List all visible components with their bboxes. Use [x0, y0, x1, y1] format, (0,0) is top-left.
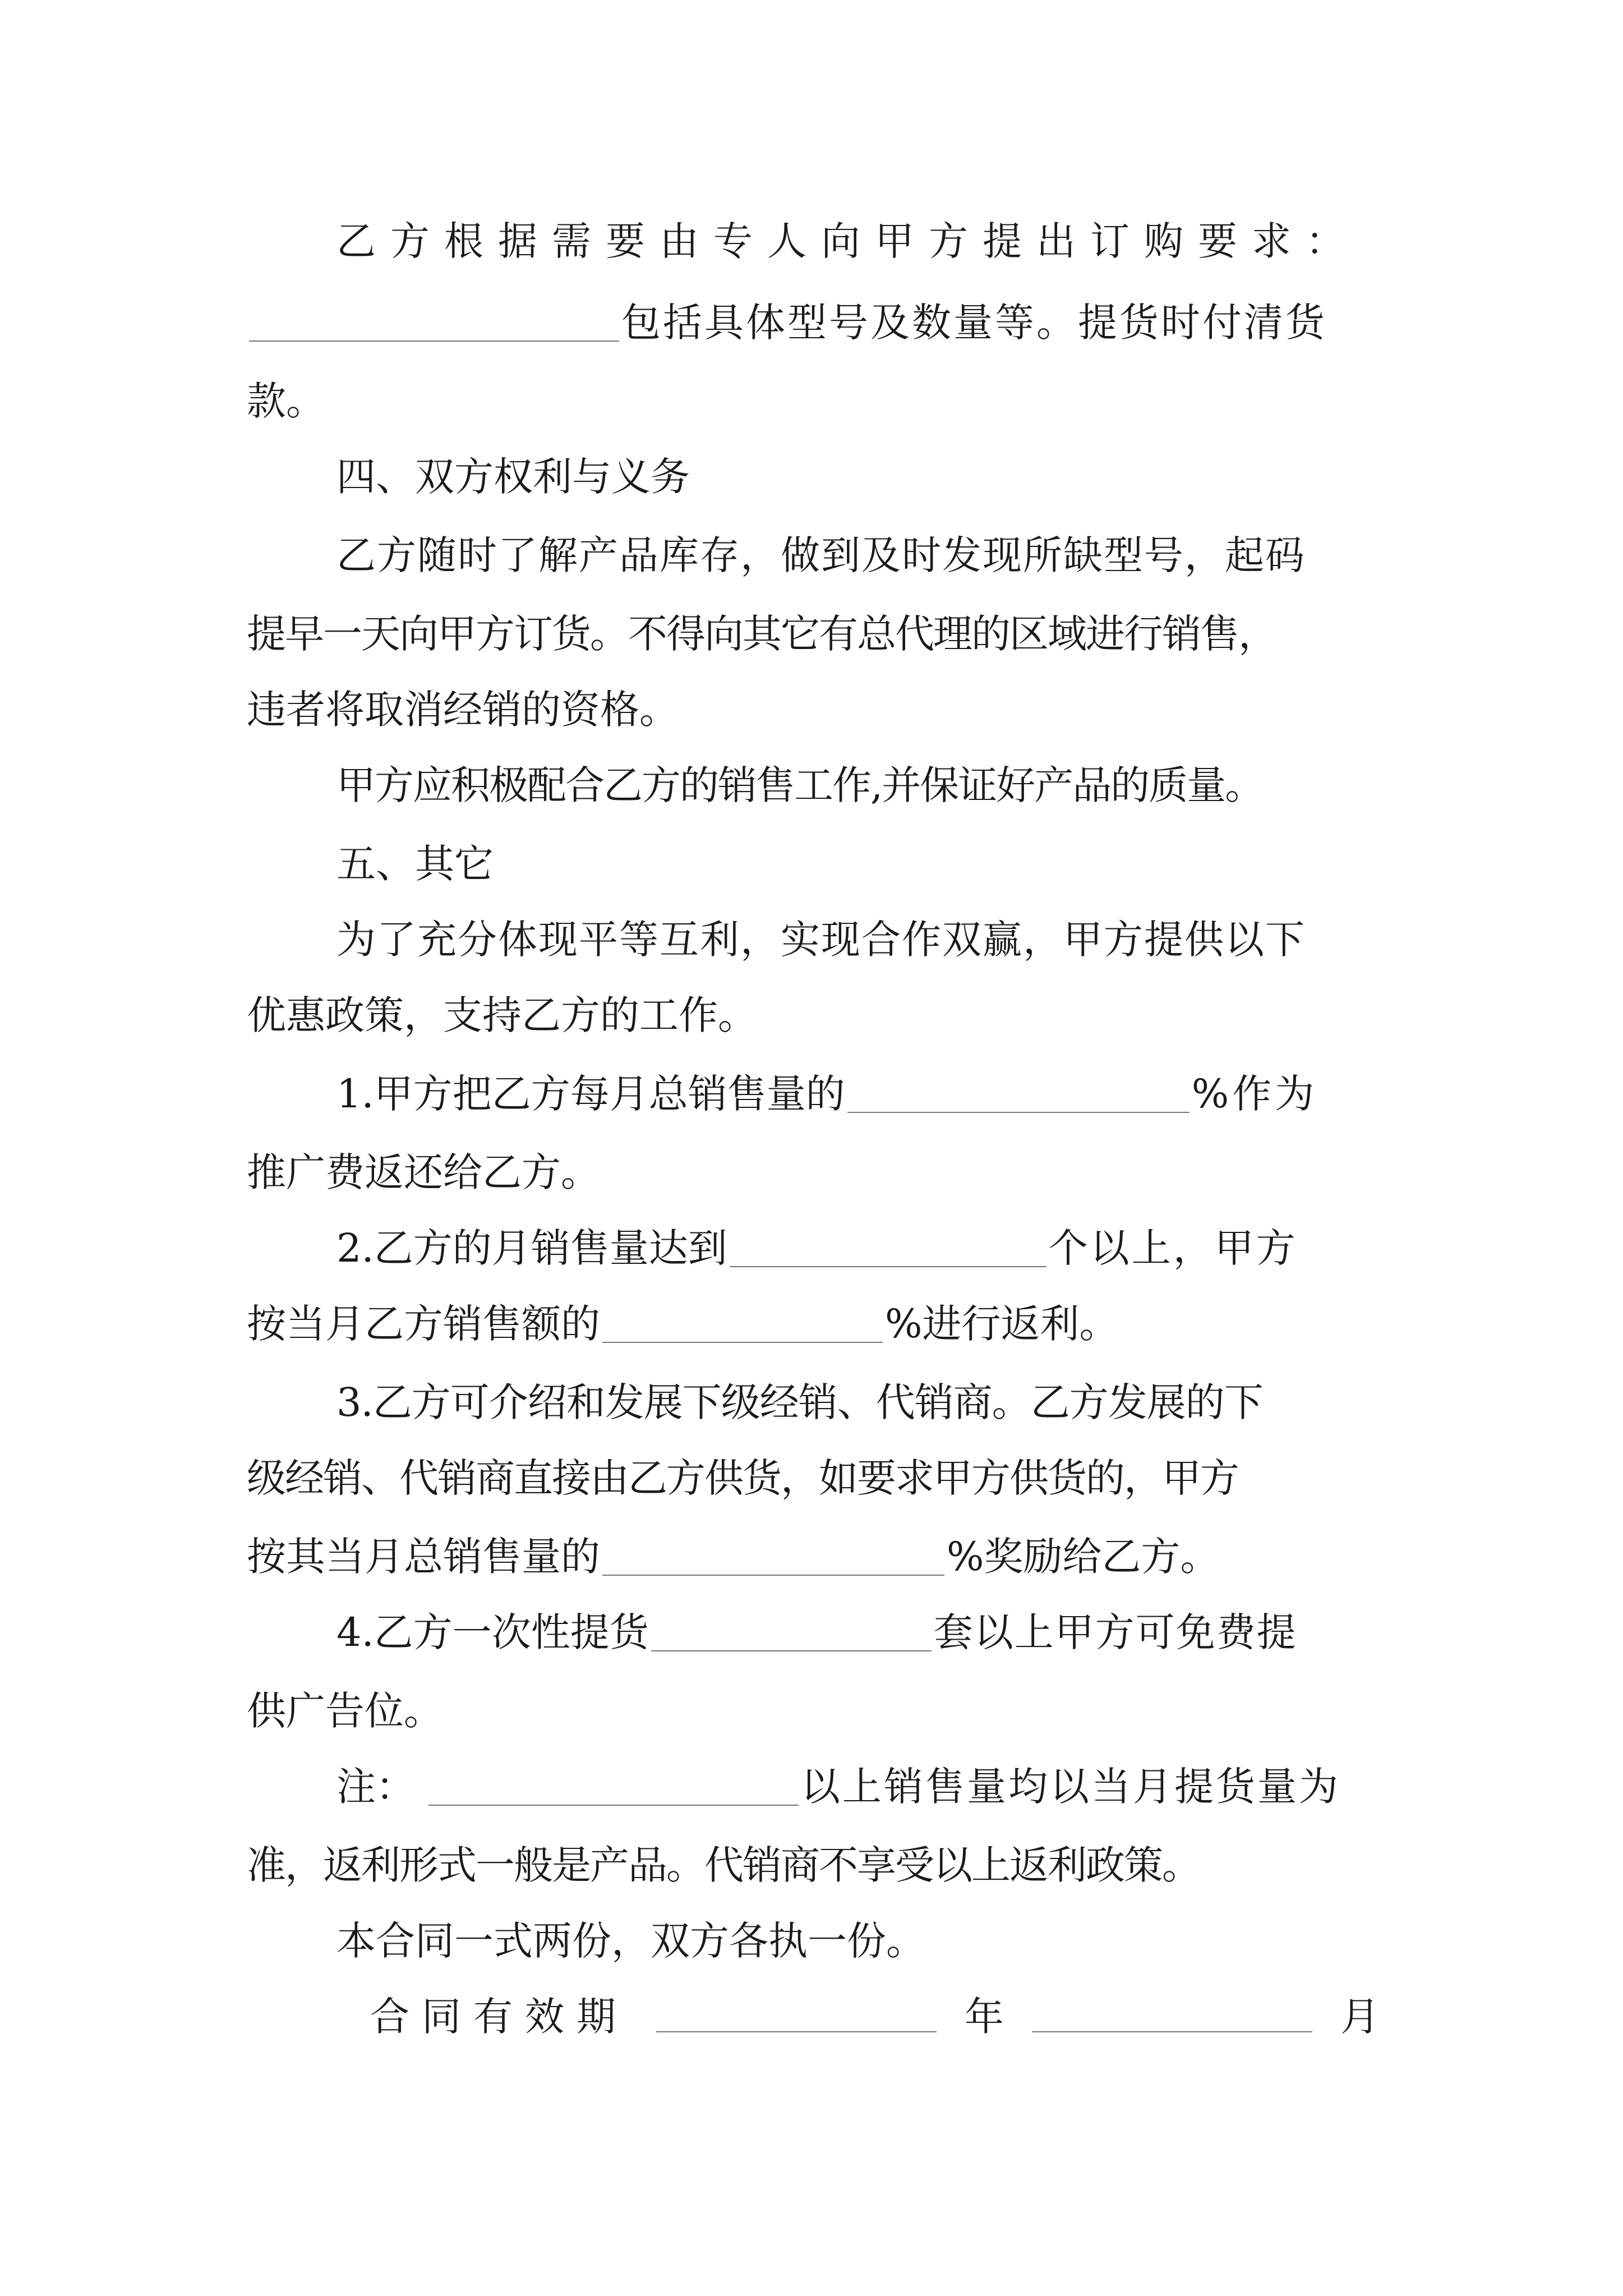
item3-percent-blank	[602, 1574, 944, 1576]
section4-heading	[336, 443, 1380, 510]
item2-percent-blank	[602, 1341, 883, 1343]
rights-line2-text: 提早一天向甲方订货。不得向其它有总代理的区域进行销售，	[247, 611, 1276, 657]
policy-line1	[336, 906, 1380, 973]
section5-heading-text: 五、其它	[336, 841, 494, 887]
item3-line3-text-after: %奖励给乙方。	[947, 1534, 1220, 1580]
order-request-text: 乙方根据需要由专人向甲方提出订购要求：	[336, 218, 1359, 264]
note-blank	[428, 1804, 799, 1806]
item4-text-after: 套以上甲方可免费提	[933, 1609, 1297, 1655]
item4-line1	[336, 1599, 1380, 1666]
item3-line2-text: 级经销、代销商直接由乙方供货，如要求甲方供货的，甲方	[247, 1455, 1238, 1501]
item4-line2	[247, 1677, 1380, 1745]
item3-line3	[247, 1523, 1380, 1590]
policy-line2-text: 优惠政策，支持乙方的工作。	[247, 992, 757, 1038]
order-request-line1	[336, 208, 1380, 275]
item2-text-before: 2.乙方的月销售量达到	[336, 1225, 727, 1271]
rights-line3-text: 违者将取消经销的资格。	[247, 687, 679, 733]
item2-line2	[247, 1290, 1380, 1358]
rights-line3	[247, 676, 1380, 743]
validity-label: 合同有效期	[370, 1994, 628, 2040]
note-text-before: 注：	[336, 1764, 415, 1810]
item1-line1	[336, 1060, 1380, 1128]
note-line1	[336, 1753, 1380, 1820]
validity-year-blank	[656, 2031, 937, 2032]
item3-line1	[336, 1369, 1380, 1436]
duty-line-text: 甲方应积极配合乙方的销售工作,并保证好产品的质量。	[336, 762, 1264, 808]
order-request-line3	[247, 367, 1380, 435]
rights-line1-text: 乙方随时了解产品库存，做到及时发现所缺型号，起码	[336, 532, 1306, 578]
copies-line	[336, 1907, 1380, 1975]
item4-sets-blank	[651, 1650, 932, 1651]
item2-line2-text-after: %进行返利。	[885, 1301, 1119, 1347]
item4-line2-text: 供广告位。	[247, 1688, 443, 1734]
item2-line1	[336, 1214, 1380, 1282]
note-line2	[247, 1832, 1380, 1899]
item3-line3-text-before: 按其当月总销售量的	[247, 1534, 600, 1580]
validity-month-label: 月	[1340, 1994, 1380, 2040]
rights-line1	[336, 522, 1380, 589]
validity-line	[370, 1983, 1380, 2050]
note-text-after: 以上销售量均以当月提货量为	[801, 1764, 1340, 1810]
item1-percent-blank	[847, 1111, 1189, 1113]
order-request-line2	[247, 289, 1380, 356]
policy-line1-text: 为了充分体现平等互利，实现合作双赢，甲方提供以下	[336, 917, 1306, 963]
item2-text-after: 个以上，甲方	[1048, 1225, 1298, 1271]
validity-year-label: 年	[965, 1994, 1004, 2040]
section5-heading	[336, 830, 1380, 898]
item3-line2	[247, 1444, 1380, 1512]
item1-text-after: %作为	[1191, 1071, 1318, 1117]
item4-text-before: 4.乙方一次性提货	[336, 1609, 649, 1655]
order-request-line2-text: 包括具体型号及数量等。提货时付清货	[621, 300, 1327, 346]
item1-line2-text: 推广费返还给乙方。	[247, 1149, 600, 1195]
validity-month-blank	[1032, 2031, 1312, 2032]
rights-line2	[247, 600, 1380, 668]
item1-line2	[247, 1139, 1380, 1206]
order-spec-blank	[249, 340, 619, 342]
note-line2-text: 准，返利形式一般是产品。代销商不享受以上返利政策。	[247, 1842, 1200, 1888]
item3-line1-text: 3.乙方可介绍和发展下级经销、代销商。乙方发展的下	[336, 1379, 1263, 1425]
policy-line2	[247, 982, 1380, 1049]
copies-line-text: 本合同一式两份，双方各执一份。	[336, 1918, 925, 1964]
item1-text-before: 1.甲方把乙方每月总销售量的	[336, 1071, 845, 1117]
order-request-line3-text: 款。	[247, 378, 325, 424]
section4-heading-text: 四、双方权利与义务	[336, 454, 690, 500]
item2-line2-text-before: 按当月乙方销售额的	[247, 1301, 600, 1347]
item2-quantity-blank	[730, 1266, 1046, 1267]
duty-line	[336, 752, 1380, 819]
